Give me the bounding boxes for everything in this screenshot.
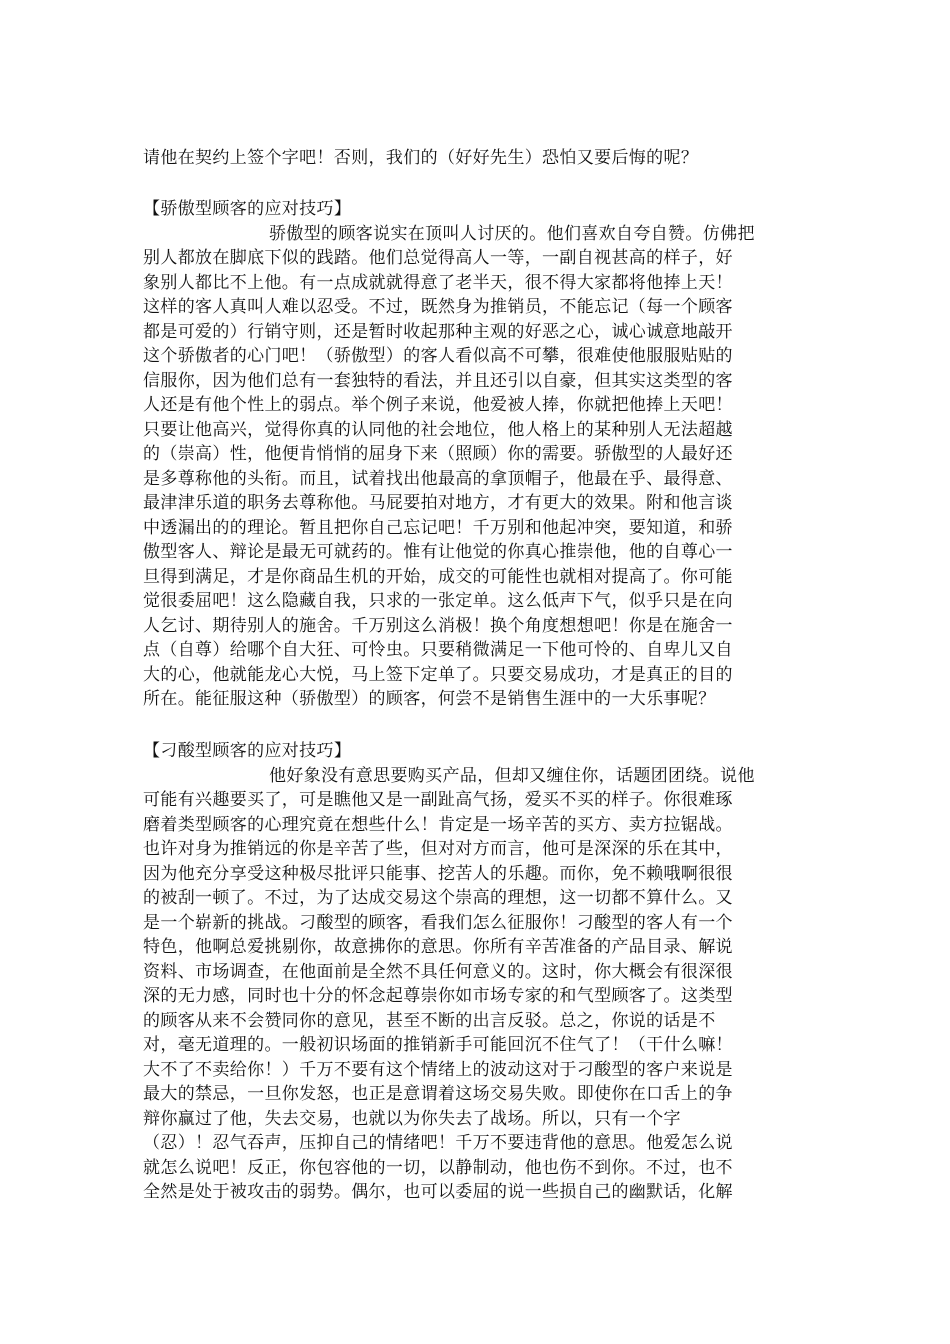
paragraph-line: 觉很委屈吧！这么隐藏自我，只求的一张定单。这么低声下气，似乎只是在向 — [143, 591, 733, 611]
intro-paragraph — [143, 146, 808, 171]
paragraph-line: 是一个崭新的挑战。刁酸型的顾客，看我们怎么征服你！刁酸型的客人有一个 — [143, 912, 733, 933]
section-picky-customer — [143, 739, 808, 1205]
paragraph-line: 对，毫无道理的。一般初识场面的推销新手可能回沉不住气了！（干什么嘛！ — [143, 1035, 733, 1055]
paragraph-line: 旦得到满足，才是你商品生机的开始，成交的可能性也就相对提高了。你可能 — [143, 566, 733, 587]
paragraph-line: 最大的禁忌，一旦你发怒，也正是意谓着这场交易失败。即使你在口舌上的争 — [143, 1084, 733, 1104]
paragraph-line: 的顾客从来不会赞同你的意见，甚至不断的出言反驳。总之，你说的话是不 — [143, 1010, 716, 1031]
paragraph-line: 就怎么说吧！反正，你包容他的一切，以静制动，他也伤不到你。不过，也不 — [143, 1157, 733, 1178]
paragraph-line: 深的无力感，同时也十分的怀念起尊崇你如市场专家的和气型顾客了。这类型 — [143, 986, 733, 1006]
paragraph-line: 因为他充分享受这种极尽批评只能事、挖苦人的乐趣。而你，免不赖哦啊很很 — [143, 863, 733, 884]
paragraph-line: 别人都放在脚底下似的践踏。他们总觉得高人一等，一副自视甚高的样子，好 — [143, 248, 733, 268]
paragraph-line: 特色，他啊总爱挑剔你，故意拂你的意思。你所有辛苦准备的产品目录、解说 — [143, 937, 733, 957]
paragraph-line: 辩你赢过了他，失去交易，也就以为你失去了战场。所以，只有一个字 — [143, 1108, 681, 1129]
paragraph-line: 是多尊称他的头衔。而且，试着找出他最高的拿顶帽子，他最在乎、最得意、 — [143, 468, 733, 489]
section-heading: 【骄傲型顾客的应对技巧】 — [143, 199, 352, 219]
paragraph-line: 全然是处于被攻击的弱势。偶尔，也可以委屈的说一些损自己的幽默话，化解 — [143, 1182, 733, 1202]
paragraph-line: 这样的客人真叫人难以忍受。不过，既然身为推销员，不能忘记（每一个顾客 — [143, 297, 733, 317]
paragraph-line: 最津津乐道的职务去尊称他。马屁要拍对地方，才有更大的效果。附和他言谈 — [143, 493, 733, 513]
paragraph-line: 只要让他高兴，觉得你真的认同他的社会地位，他人格上的某种别人无法超越 — [143, 419, 733, 440]
section-heading: 【刁酸型顾客的应对技巧】 — [143, 741, 352, 761]
paragraph-line: 人乞讨、期待别人的施舍。千万别这么消极！换个角度想想吧！你是在施舍一 — [143, 615, 733, 636]
paragraph-line: 傲型客人、辩论是最无可就药的。惟有让他觉的你真心推崇他，他的自尊心一 — [143, 542, 733, 562]
paragraph-line: 这个骄傲者的心门吧！（骄傲型）的客人看似高不可攀，很难使他服服贴贴的 — [143, 346, 733, 366]
paragraph-line: 象别人都比不上他。有一点成就就得意了老半天，很不得大家都将他捧上天！ — [143, 272, 733, 293]
paragraph-line: 磨着类型顾客的心理究竟在想些什么！肯定是一场辛苦的买方、卖方拉锯战。 — [143, 814, 733, 835]
paragraph-line: 大不了不卖给你！）千万不要有这个情绪上的波动这对于刁酸型的客户来说是 — [143, 1059, 733, 1080]
section-proud-customer — [143, 197, 808, 712]
paragraph-line: 的（崇高）性，他便肯悄悄的屈身下来（照顾）你的需要。骄傲型的人最好还 — [143, 444, 733, 464]
paragraph-line: 也许对身为推销远的你是辛苦了些，但对对方而言，他可是深深的乐在其中， — [143, 839, 733, 859]
paragraph-line: 骄傲型的顾客说实在顶叫人讨厌的。他们喜欢自夸自赞。仿佛把 — [269, 223, 755, 244]
paragraph-line: 点（自尊）给哪个自大狂、可怜虫。只要稍微满足一下他可怜的、自卑儿又自 — [143, 640, 733, 660]
paragraph-line: 他好象没有意思要购买产品，但却又缠住你，话题团团绕。说他 — [269, 765, 755, 786]
paragraph-line: 请他在契约上签个字吧！否则，我们的（好好先生）恐怕又要后悔的呢？ — [143, 148, 699, 168]
paragraph-line: （忍）！忍气吞声，压抑自己的情绪吧！千万不要违背他的意思。他爱怎么说 — [143, 1133, 733, 1153]
paragraph-line: 可能有兴趣要买了，可是瞧他又是一副趾高气扬，爱买不买的样子。你很难琢 — [143, 790, 733, 810]
paragraph-line: 人还是有他个性上的弱点。举个例子来说，他爱被人捧，你就把他捧上天吧！ — [143, 395, 733, 415]
paragraph-line: 资料、市场调查，在他面前是全然不具任何意义的。这时，你大概会有很深很 — [143, 961, 733, 982]
paragraph-line: 信服你，因为他们总有一套独特的看法，并且还引以自豪，但其实这类型的客 — [143, 370, 733, 391]
paragraph-line: 都是可爱的）行销守则，还是暂时收起那种主观的好恶之心，诚心诚意地敲开 — [143, 321, 733, 342]
paragraph-line: 中透漏出的的理论。暂且把你自己忘记吧！千万别和他起冲突，要知道，和骄 — [143, 517, 733, 538]
paragraph-line: 所在。能征服这种（骄傲型）的顾客，何尝不是销售生涯中的一大乐事呢？ — [143, 689, 716, 709]
paragraph-line: 大的心，他就能龙心大悦，马上签下定单了。只要交易成功，才是真正的目的 — [143, 664, 733, 685]
paragraph-line: 的被刮一顿了。不过，为了达成交易这个崇高的理想，这一切都不算什么。又 — [143, 888, 733, 908]
